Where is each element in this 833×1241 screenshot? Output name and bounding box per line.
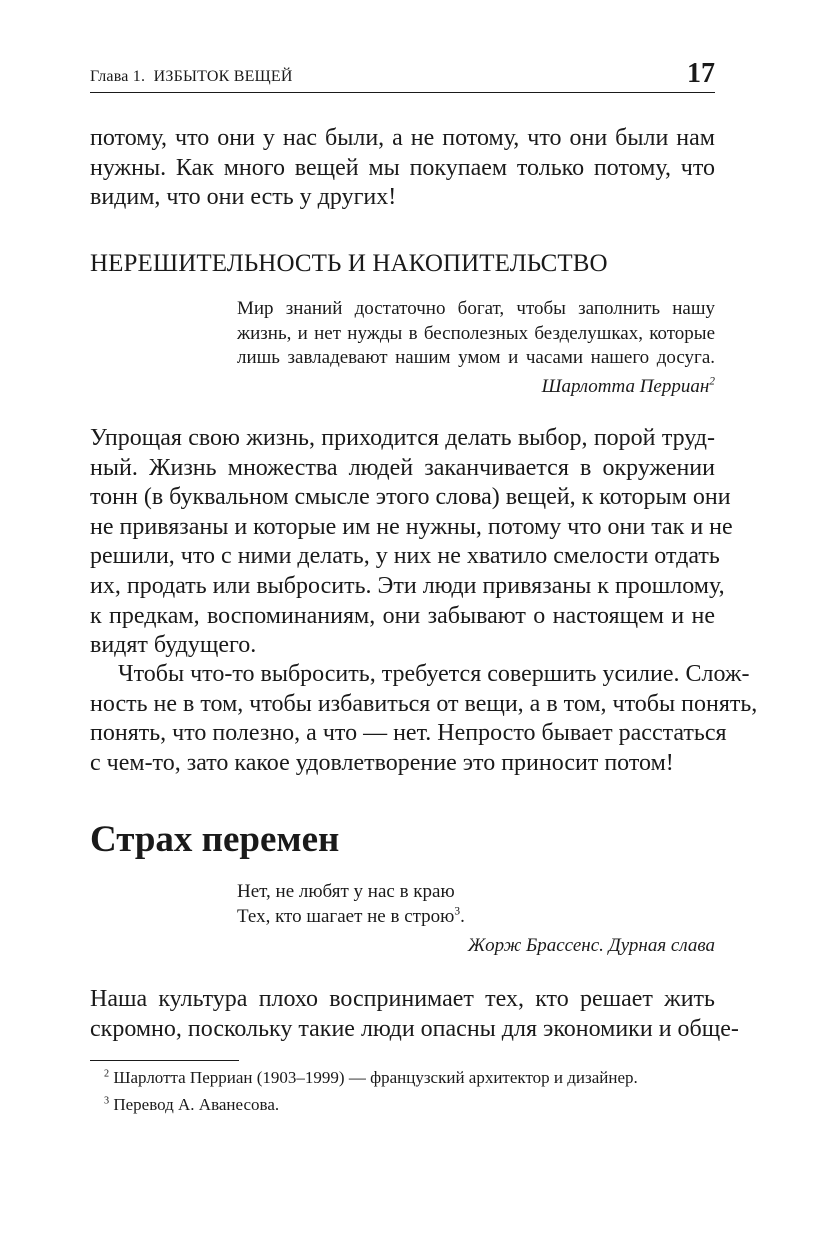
footnote-ref: 3 — [454, 905, 461, 918]
epigraph-1 — [237, 297, 715, 371]
footnote-mark: 2 — [104, 1068, 110, 1080]
text-line: видят будущего. — [90, 632, 257, 659]
epigraph-line: Мир знаний достаточно богат, чтобы заполнить нашу — [237, 298, 715, 319]
running-head-chapter: Глава 1. — [90, 68, 146, 85]
text-line: понять, что полезно, а что — нет. Непросто бывает расстаться — [90, 720, 727, 747]
text-line: ность не в том, чтобы избавиться от вещи, а в том, чтобы понять, — [90, 690, 758, 717]
footnote-rule — [90, 1060, 239, 1061]
epigraph-1-author — [542, 376, 715, 398]
text-line: Упрощая свою жизнь, приходится делать выбор, порой труд- — [90, 425, 715, 451]
footnote-text: Перевод А. Аванесова. — [113, 1095, 280, 1114]
text-line: к предкам, воспоминаниям, они забывают о настоящем и не — [90, 602, 715, 629]
text-line: видим, что они есть у других! — [90, 184, 397, 211]
paragraph-4 — [90, 985, 739, 1044]
epigraph-2-author: Жорж Брассенс. Дурная слава — [467, 935, 715, 956]
text-line: не привязаны и которые им не нужны, потому что они так и не — [90, 513, 733, 540]
text-line: с чем-то, зато какое удовлетворение это приносит потом! — [90, 749, 674, 776]
text-line: скромно, поскольку такие люди опасны для экономики и обще- — [90, 1015, 739, 1042]
chapter-section-heading: Страх перемен — [90, 819, 340, 860]
paragraph-2 — [90, 424, 733, 661]
text-line: Чтобы что-то выбросить, требуется совершить усилие. Слож- — [118, 661, 750, 687]
footnote-ref: 2 — [709, 375, 715, 388]
header-rule — [90, 92, 715, 93]
running-head — [90, 68, 293, 86]
epigraph-line: жизнь, и нет нужды в бесполезных безделушках, которые — [237, 322, 715, 344]
epigraph-line-period: . — [460, 905, 465, 927]
paragraph-1 — [90, 124, 715, 213]
section-heading: НЕРЕШИТЕЛЬНОСТЬ И НАКОПИТЕЛЬСТВО — [90, 250, 608, 277]
epigraph-author-name: Шарлотта Перриан — [541, 376, 710, 397]
text-line: нужны. Как много вещей мы покупаем только потому, что — [90, 154, 715, 181]
footnote-2 — [104, 1068, 638, 1088]
epigraph-line — [237, 905, 715, 930]
footnote-mark: 3 — [104, 1095, 110, 1107]
paragraph-3 — [90, 660, 758, 778]
epigraph-line: лишь завладевают нашим умом и часами нашего досуга. — [237, 347, 715, 368]
epigraph-line: Нет, не любят у нас в краю — [237, 881, 455, 902]
text-line: решили, что с ними делать, у них не хватило смелости отдать — [90, 543, 720, 570]
text-line: ный. Жизнь множества людей заканчивается в окружении — [90, 454, 715, 481]
footnote-text: Шарлотта Перриан (1903–1999) — французский архитектор и дизайнер. — [113, 1068, 638, 1087]
page-number: 17 — [687, 58, 715, 89]
epigraph-line-text: Тех, кто шагает не в строю — [237, 905, 455, 927]
text-line: тонн (в буквальном смысле этого слова) вещей, к которым они — [90, 484, 731, 511]
text-line: потому, что они у нас были, а не потому, что они были нам — [90, 125, 715, 151]
footnote-3 — [104, 1095, 279, 1115]
text-line: их, продать или выбросить. Эти люди привязаны к прошлому, — [90, 572, 725, 599]
text-line: Наша культура плохо воспринимает тех, кто решает жить — [90, 986, 715, 1012]
epigraph-2 — [237, 880, 715, 929]
running-head-title: ИЗБЫТОК ВЕЩЕЙ — [153, 68, 293, 85]
